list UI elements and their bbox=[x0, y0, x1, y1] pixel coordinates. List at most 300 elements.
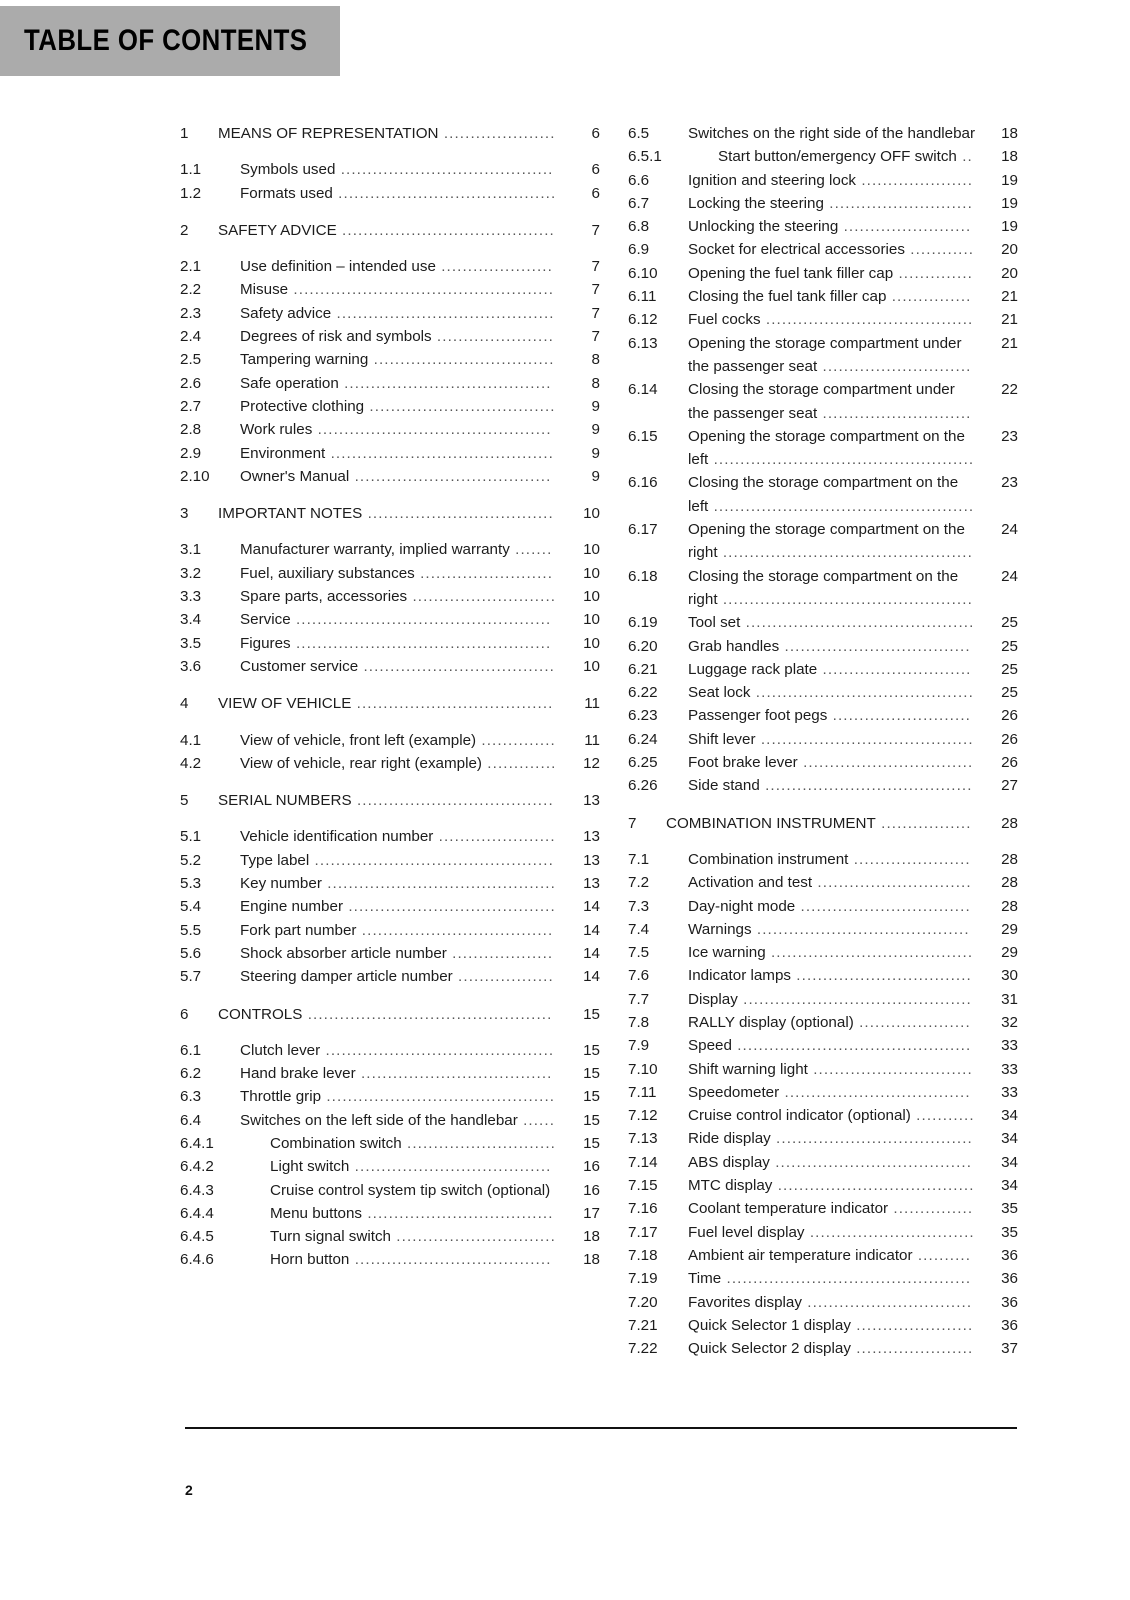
toc-entry-title: Vehicle identification number bbox=[240, 828, 434, 846]
toc-entry-page-number: 10 bbox=[583, 657, 600, 675]
toc-entry[interactable] bbox=[180, 692, 600, 715]
toc-entry-body bbox=[688, 1244, 1018, 1267]
toc-leader-dots: ............................................ bbox=[312, 421, 552, 439]
toc-entry-page-number: 15 bbox=[583, 1088, 600, 1106]
toc-leader-dots: .............. bbox=[893, 264, 973, 282]
toc-leader-dots: ..................... bbox=[853, 1013, 971, 1031]
toc-entry-number: 7.19 bbox=[628, 1270, 658, 1288]
toc-entry-page-number: 33 bbox=[1001, 1060, 1018, 1078]
toc-entry-page-number: 6 bbox=[591, 184, 600, 202]
toc-entry-title: Quick Selector 2 display bbox=[688, 1340, 851, 1358]
toc-entry-page-number: 17 bbox=[583, 1204, 600, 1222]
toc-entry-page-number: 7 bbox=[591, 328, 600, 346]
toc-entry-body bbox=[688, 425, 1018, 472]
toc-entry-title-block bbox=[240, 418, 560, 441]
toc-leader-dots: ................................................. bbox=[288, 281, 555, 299]
toc-leader-dots: ....................................... bbox=[338, 374, 552, 392]
toc-entry[interactable] bbox=[180, 1085, 600, 1108]
toc-entry[interactable] bbox=[628, 1291, 1018, 1314]
toc-leader-dots: ................................... bbox=[779, 637, 971, 655]
toc-entry-number: 6.21 bbox=[628, 660, 658, 678]
toc-leader-dots: .................................. bbox=[368, 351, 555, 369]
toc-entry-body bbox=[240, 1155, 600, 1178]
toc-entry-title-block bbox=[240, 632, 560, 655]
toc-entry-body bbox=[240, 418, 600, 441]
toc-entry[interactable] bbox=[180, 1155, 600, 1178]
toc-entry[interactable] bbox=[628, 812, 1018, 835]
toc-leader-dots: .................................... bbox=[355, 1065, 553, 1083]
toc-entry-body bbox=[688, 1267, 1018, 1290]
toc-entry-title: Start button/emergency OFF switch bbox=[718, 148, 957, 166]
toc-entry[interactable] bbox=[628, 378, 1018, 425]
toc-entry[interactable] bbox=[628, 941, 1018, 964]
toc-leader-dots: ..................................... bbox=[772, 1177, 975, 1195]
toc-leader-dots: .............................................. bbox=[302, 1005, 553, 1023]
toc-entry-title: Opening the fuel tank filler cap bbox=[688, 264, 894, 282]
toc-entry-page-number: 19 bbox=[1001, 171, 1018, 189]
toc-entry-page-number: 15 bbox=[583, 1065, 600, 1083]
toc-entry-title: SAFETY ADVICE bbox=[218, 221, 337, 239]
toc-leader-dots: ................................... bbox=[362, 1204, 554, 1222]
toc-entry-page-number: 29 bbox=[1001, 920, 1018, 938]
toc-entry-page-number: 14 bbox=[583, 968, 600, 986]
toc-entry-number: 7.13 bbox=[628, 1130, 658, 1148]
toc-entry[interactable] bbox=[180, 122, 600, 145]
toc-entry-title-block bbox=[688, 285, 978, 308]
toc-entry-title: Side stand bbox=[688, 777, 760, 795]
toc-leader-dots: ...... bbox=[517, 1111, 556, 1129]
toc-entry-page-number: 33 bbox=[1001, 1083, 1018, 1101]
toc-entry[interactable] bbox=[180, 849, 600, 872]
toc-entry-number: 3.1 bbox=[180, 541, 202, 559]
toc-entry-title: Opening the storage compartment under the passenger seat bbox=[688, 334, 962, 375]
toc-entry-title: Throttle grip bbox=[240, 1088, 322, 1106]
toc-leader-dots: .............................. bbox=[807, 1060, 973, 1078]
toc-entry[interactable] bbox=[628, 611, 1018, 634]
toc-entry-number: 6.11 bbox=[628, 288, 657, 306]
toc-entry-number: 6.4.2 bbox=[180, 1158, 214, 1176]
toc-entry-title-block bbox=[240, 302, 560, 325]
toc-entry[interactable] bbox=[180, 158, 600, 181]
toc-entry[interactable] bbox=[628, 192, 1018, 215]
toc-entry-page-number: 21 bbox=[1001, 311, 1018, 329]
toc-entry-page-number: 28 bbox=[1001, 814, 1018, 832]
toc-entry-body bbox=[688, 262, 1018, 285]
toc-entry[interactable] bbox=[628, 728, 1018, 751]
toc-entry-number: 5.3 bbox=[180, 875, 202, 893]
toc-entry[interactable] bbox=[628, 1081, 1018, 1104]
toc-entry[interactable] bbox=[180, 919, 600, 942]
toc-entry-title: Switches on the right side of the handlebar bbox=[688, 125, 976, 142]
toc-entry-page-number: 10 bbox=[583, 588, 600, 606]
toc-entry-number: 6.20 bbox=[628, 637, 658, 655]
toc-entry[interactable] bbox=[180, 348, 600, 371]
toc-leader-dots: ........................................... bbox=[737, 990, 972, 1008]
toc-entry-page-number: 12 bbox=[583, 754, 600, 772]
toc-entry-title-block bbox=[270, 1179, 560, 1202]
toc-entry[interactable] bbox=[628, 285, 1018, 308]
toc-entry-title: Quick Selector 1 display bbox=[688, 1316, 851, 1334]
toc-entry-title: Work rules bbox=[240, 421, 313, 439]
toc-entry-body bbox=[240, 182, 600, 205]
toc-entry[interactable] bbox=[628, 262, 1018, 285]
toc-entry[interactable] bbox=[628, 848, 1018, 871]
toc-entry-title: Key number bbox=[240, 875, 322, 893]
toc-entry-title: Safe operation bbox=[240, 374, 339, 392]
toc-entry-title: Ambient air temperature indicator bbox=[688, 1246, 913, 1264]
toc-entry-page-number: 10 bbox=[583, 564, 600, 582]
toc-entry[interactable] bbox=[180, 395, 600, 418]
toc-entry-title: Passenger foot pegs bbox=[688, 707, 828, 725]
toc-entry-page-number: 16 bbox=[583, 1158, 600, 1176]
toc-leader-dots: ......................................... bbox=[332, 184, 557, 202]
toc-entry[interactable] bbox=[628, 1127, 1018, 1150]
toc-entry[interactable] bbox=[628, 1197, 1018, 1220]
page-title: TABLE OF CONTENTS bbox=[24, 24, 308, 57]
toc-entry-page-number: 28 bbox=[1001, 897, 1018, 915]
toc-entry-page-number: 6 bbox=[591, 125, 600, 142]
toc-entry-body bbox=[240, 752, 600, 775]
toc-entry-title: Use definition – intended use bbox=[240, 258, 436, 276]
toc-entry-title-block bbox=[688, 728, 978, 751]
toc-entry-title-block bbox=[688, 1174, 978, 1197]
toc-entry[interactable] bbox=[180, 418, 600, 441]
toc-entry[interactable] bbox=[628, 1058, 1018, 1081]
toc-entry[interactable] bbox=[628, 169, 1018, 192]
toc-entry-title-block bbox=[688, 1291, 978, 1314]
toc-entry[interactable] bbox=[628, 471, 1018, 518]
toc-entry-number: 6.5.1 bbox=[628, 148, 662, 166]
toc-entry-page-number: 21 bbox=[1001, 288, 1018, 306]
toc-entry-title: Spare parts, accessories bbox=[240, 588, 408, 606]
toc-leader-dots: ................... bbox=[446, 944, 554, 962]
toc-entry-page-number: 25 bbox=[1001, 660, 1018, 678]
toc-entry-title-block bbox=[688, 262, 978, 285]
toc-entry[interactable] bbox=[180, 1202, 600, 1225]
toc-entry[interactable] bbox=[180, 965, 600, 988]
toc-entry-body bbox=[688, 169, 1018, 192]
toc-entry-body bbox=[240, 158, 600, 181]
toc-leader-dots: ........................... bbox=[823, 194, 973, 212]
toc-entry[interactable] bbox=[180, 655, 600, 678]
toc-entry-title-block bbox=[688, 1058, 978, 1081]
toc-leader-dots: ............................. bbox=[812, 874, 972, 892]
toc-leader-dots: .............................. bbox=[390, 1228, 556, 1246]
toc-entry[interactable] bbox=[180, 255, 600, 278]
toc-entry-number: 6.4.5 bbox=[180, 1228, 214, 1246]
toc-entry[interactable] bbox=[628, 122, 1018, 145]
toc-leader-dots: ....................................... bbox=[343, 898, 556, 916]
toc-entry-number: 7.10 bbox=[628, 1060, 658, 1078]
toc-entry-number: 2.4 bbox=[180, 328, 202, 346]
toc-leader-dots: ................................... bbox=[779, 1083, 971, 1101]
toc-entry-body bbox=[240, 1085, 600, 1108]
toc-entry-body bbox=[688, 704, 1018, 727]
toc-leader-dots: ..................................... bbox=[769, 1153, 973, 1171]
toc-entry[interactable] bbox=[180, 442, 600, 465]
toc-entry[interactable] bbox=[180, 895, 600, 918]
toc-entry-title-block bbox=[270, 1248, 560, 1271]
toc-entry-number: 6 bbox=[180, 1005, 189, 1023]
toc-entry-title: Clutch lever bbox=[240, 1041, 321, 1059]
toc-leader-dots: ......................................... bbox=[750, 684, 974, 702]
toc-entry[interactable] bbox=[180, 942, 600, 965]
toc-entry-title-block bbox=[688, 425, 978, 472]
toc-entry[interactable] bbox=[628, 1314, 1018, 1337]
toc-entry[interactable] bbox=[180, 372, 600, 395]
toc-entry-title-block bbox=[688, 1104, 978, 1127]
toc-entry-title: MTC display bbox=[688, 1177, 773, 1195]
toc-entry[interactable] bbox=[628, 751, 1018, 774]
toc-entry-title-block bbox=[688, 1337, 978, 1360]
toc-entry-page-number: 13 bbox=[583, 875, 600, 893]
toc-leader-dots: ................................... bbox=[364, 397, 556, 415]
toc-entry-title-block bbox=[688, 1034, 978, 1057]
toc-entry[interactable] bbox=[628, 565, 1018, 612]
toc-entry-title: Hand brake lever bbox=[240, 1065, 356, 1083]
toc-entry-title-block bbox=[688, 1244, 978, 1267]
toc-leader-dots: ........... bbox=[910, 1107, 975, 1125]
toc-entry-title-block bbox=[688, 1221, 978, 1244]
toc-entry[interactable] bbox=[180, 182, 600, 205]
toc-leader-dots: ...................... bbox=[431, 328, 554, 346]
toc-entry-title: Luggage rack plate bbox=[688, 660, 818, 678]
toc-entry-number: 7.6 bbox=[628, 967, 650, 985]
toc-entry[interactable] bbox=[180, 538, 600, 561]
toc-entry[interactable] bbox=[180, 585, 600, 608]
toc-column-left bbox=[180, 122, 600, 1360]
toc-entry-title: Coolant temperature indicator bbox=[688, 1200, 889, 1218]
toc-entry-page-number: 14 bbox=[583, 921, 600, 939]
toc-entry[interactable] bbox=[628, 635, 1018, 658]
toc-entry[interactable] bbox=[180, 1003, 600, 1026]
toc-entry[interactable] bbox=[180, 752, 600, 775]
toc-entry[interactable] bbox=[628, 1244, 1018, 1267]
toc-entry-page-number: 10 bbox=[583, 505, 600, 523]
toc-entry-body bbox=[218, 122, 600, 145]
toc-entry-title: Combination switch bbox=[270, 1134, 402, 1152]
toc-entry-title-block bbox=[240, 965, 560, 988]
toc-entry[interactable] bbox=[628, 308, 1018, 331]
toc-entry-page-number: 7 bbox=[591, 281, 600, 299]
toc-entry[interactable] bbox=[180, 502, 600, 525]
toc-entry-number: 6.23 bbox=[628, 707, 658, 725]
toc-entry-number: 5.6 bbox=[180, 944, 202, 962]
toc-entry-title: View of vehicle, front left (example) bbox=[240, 731, 477, 749]
toc-entry-body bbox=[688, 1221, 1018, 1244]
toc-entry-number: 7.12 bbox=[628, 1107, 658, 1125]
toc-entry[interactable] bbox=[180, 465, 600, 488]
toc-leader-dots: ........................................... bbox=[320, 1041, 555, 1059]
toc-entry-number: 7.5 bbox=[628, 944, 650, 962]
toc-entry-title: Speedometer bbox=[688, 1083, 780, 1101]
toc-entry-title: Combination instrument bbox=[688, 850, 849, 868]
toc-entry[interactable] bbox=[180, 1062, 600, 1085]
toc-entry[interactable] bbox=[180, 302, 600, 325]
toc-entry-number: 6.4.6 bbox=[180, 1251, 214, 1269]
toc-entry-number: 6.16 bbox=[628, 474, 658, 492]
toc-entry-page-number: 26 bbox=[1001, 754, 1018, 772]
toc-entry-page-number: 20 bbox=[1001, 264, 1018, 282]
toc-entry-body bbox=[688, 635, 1018, 658]
toc-entry[interactable] bbox=[628, 895, 1018, 918]
toc-entry[interactable] bbox=[180, 608, 600, 631]
toc-entry[interactable] bbox=[628, 145, 1018, 168]
toc-entry[interactable] bbox=[180, 1248, 600, 1271]
toc-entry-body bbox=[240, 465, 600, 488]
toc-entry-body bbox=[688, 918, 1018, 941]
toc-entry[interactable] bbox=[628, 774, 1018, 797]
toc-leader-dots: ..................................... bbox=[349, 1251, 552, 1269]
toc-entry[interactable] bbox=[628, 658, 1018, 681]
toc-entry[interactable] bbox=[180, 325, 600, 348]
toc-entry-page-number: 26 bbox=[1001, 707, 1018, 725]
toc-entry-page-number: 9 bbox=[591, 397, 600, 415]
toc-entry-title: Unlocking the steering bbox=[688, 218, 839, 236]
toc-entry[interactable] bbox=[180, 1132, 600, 1155]
toc-entry[interactable] bbox=[180, 278, 600, 301]
toc-entry-page-number: 24 bbox=[1001, 567, 1018, 585]
toc-entry[interactable] bbox=[180, 729, 600, 752]
toc-entry[interactable] bbox=[628, 871, 1018, 894]
toc-entry[interactable] bbox=[628, 425, 1018, 472]
toc-entry-body bbox=[240, 919, 600, 942]
toc-entry-page-number: 11 bbox=[584, 731, 600, 749]
toc-leader-dots: ................................. bbox=[790, 967, 972, 985]
toc-leader-dots: ........................................... bbox=[321, 875, 556, 893]
toc-entry[interactable] bbox=[628, 1221, 1018, 1244]
toc-entry-body bbox=[240, 372, 600, 395]
toc-column-right bbox=[628, 122, 1018, 1360]
toc-leader-dots: ................................................ bbox=[290, 611, 552, 629]
toc-entry-number: 2.3 bbox=[180, 304, 202, 322]
toc-entry-page-number: 15 bbox=[583, 1111, 600, 1129]
toc-leader-dots: .......................................... bbox=[325, 444, 555, 462]
toc-leader-dots: ................................ bbox=[795, 897, 971, 915]
toc-entry[interactable] bbox=[628, 238, 1018, 261]
toc-entry[interactable] bbox=[628, 1034, 1018, 1057]
toc-entry[interactable] bbox=[180, 872, 600, 895]
toc-entry[interactable] bbox=[180, 1039, 600, 1062]
toc-entry[interactable] bbox=[628, 918, 1018, 941]
toc-entry-title: Display bbox=[688, 990, 738, 1008]
toc-entry-page-number: 30 bbox=[1001, 967, 1018, 985]
toc-entry[interactable] bbox=[628, 1151, 1018, 1174]
toc-entry-number: 7.17 bbox=[628, 1223, 658, 1241]
toc-entry-number: 7 bbox=[628, 814, 637, 832]
toc-entry[interactable] bbox=[180, 1109, 600, 1132]
toc-entry-title-block bbox=[218, 789, 560, 812]
toc-leader-dots: ................................... bbox=[362, 505, 554, 523]
toc-entry-title: Day-night mode bbox=[688, 897, 796, 915]
toc-entry[interactable] bbox=[180, 789, 600, 812]
toc-entry-title-block bbox=[240, 872, 560, 895]
toc-entry-body bbox=[688, 1151, 1018, 1174]
toc-entry-title-block bbox=[240, 1039, 560, 1062]
toc-entry-title: Menu buttons bbox=[270, 1204, 363, 1222]
toc-entry-number: 3 bbox=[180, 505, 189, 523]
toc-entry-title: CONTROLS bbox=[218, 1005, 303, 1023]
toc-entry-number: 7.1 bbox=[628, 850, 650, 868]
toc-entry-title-block bbox=[240, 729, 560, 752]
toc-entry[interactable] bbox=[628, 1011, 1018, 1034]
toc-entry[interactable] bbox=[628, 964, 1018, 987]
toc-entry-page-number: 36 bbox=[1001, 1316, 1018, 1334]
toc-entry[interactable] bbox=[628, 988, 1018, 1011]
toc-entry-title: Misuse bbox=[240, 281, 289, 299]
toc-entry-body bbox=[218, 502, 600, 525]
toc-entry-number: 6.1 bbox=[180, 1041, 202, 1059]
toc-entry-page-number: 15 bbox=[583, 1005, 600, 1023]
toc-entry[interactable] bbox=[180, 562, 600, 585]
toc-entry-title-block bbox=[688, 964, 978, 987]
toc-entry[interactable] bbox=[628, 704, 1018, 727]
toc-entry-number: 6.4.3 bbox=[180, 1181, 214, 1199]
toc-entry[interactable] bbox=[628, 1174, 1018, 1197]
toc-entry-title: Indicator lamps bbox=[688, 967, 791, 985]
toc-entry-title-block bbox=[688, 941, 978, 964]
toc-entry[interactable] bbox=[628, 332, 1018, 379]
toc-leader-dots: ................................................. bbox=[708, 497, 975, 515]
toc-entry-body bbox=[688, 1291, 1018, 1314]
toc-entry[interactable] bbox=[180, 1225, 600, 1248]
toc-entry-number: 3.3 bbox=[180, 588, 202, 606]
toc-leader-dots: ...................... bbox=[850, 1316, 974, 1334]
toc-leader-dots: ..................... bbox=[435, 258, 553, 276]
toc-entry-body bbox=[688, 895, 1018, 918]
toc-entry-number: 2.10 bbox=[180, 467, 210, 485]
toc-leader-dots: ..................... bbox=[438, 125, 556, 142]
toc-entry[interactable] bbox=[180, 825, 600, 848]
toc-entry-number: 3.2 bbox=[180, 564, 202, 582]
toc-entry-number: 3.4 bbox=[180, 611, 202, 629]
toc-entry[interactable] bbox=[628, 1337, 1018, 1360]
toc-entry-title: Foot brake lever bbox=[688, 754, 798, 772]
toc-leader-dots: .............. bbox=[476, 731, 556, 749]
toc-entry-title: Fuel cocks bbox=[688, 311, 761, 329]
toc-entry-body bbox=[240, 1248, 600, 1271]
toc-entry[interactable] bbox=[628, 1267, 1018, 1290]
toc-entry-title-block bbox=[688, 1151, 978, 1174]
toc-entry[interactable] bbox=[628, 1104, 1018, 1127]
toc-entry-number: 2 bbox=[180, 221, 189, 239]
toc-entry-title-block bbox=[240, 372, 560, 395]
toc-entry-body bbox=[688, 122, 1018, 145]
toc-entry-title: Turn signal switch bbox=[270, 1228, 391, 1246]
toc-entry-number: 6.26 bbox=[628, 777, 658, 795]
toc-entry-title-block bbox=[688, 238, 978, 261]
toc-leader-dots: ............... bbox=[886, 288, 972, 306]
toc-entry[interactable] bbox=[628, 215, 1018, 238]
toc-entry-number: 6.14 bbox=[628, 381, 658, 399]
toc-entry[interactable] bbox=[180, 632, 600, 655]
toc-entry-body bbox=[688, 1197, 1018, 1220]
toc-entry-page-number: 36 bbox=[1001, 1270, 1018, 1288]
toc-entry[interactable] bbox=[628, 518, 1018, 565]
toc-leader-dots: ....... bbox=[509, 541, 553, 559]
toc-entry-title: Type label bbox=[240, 851, 310, 869]
toc-entry-title: Shock absorber article number bbox=[240, 944, 447, 962]
toc-entry-body bbox=[240, 1202, 600, 1225]
toc-entry[interactable] bbox=[180, 1179, 600, 1202]
toc-entry[interactable] bbox=[628, 681, 1018, 704]
toc-entry[interactable] bbox=[180, 219, 600, 242]
toc-entry-title-block bbox=[688, 704, 978, 727]
toc-entry-page-number: 18 bbox=[1001, 148, 1018, 166]
toc-entry-number: 6.22 bbox=[628, 684, 658, 702]
toc-entry-page-number: 36 bbox=[1001, 1293, 1018, 1311]
toc-entry-title: Opening the storage compartment on the right bbox=[688, 521, 965, 562]
